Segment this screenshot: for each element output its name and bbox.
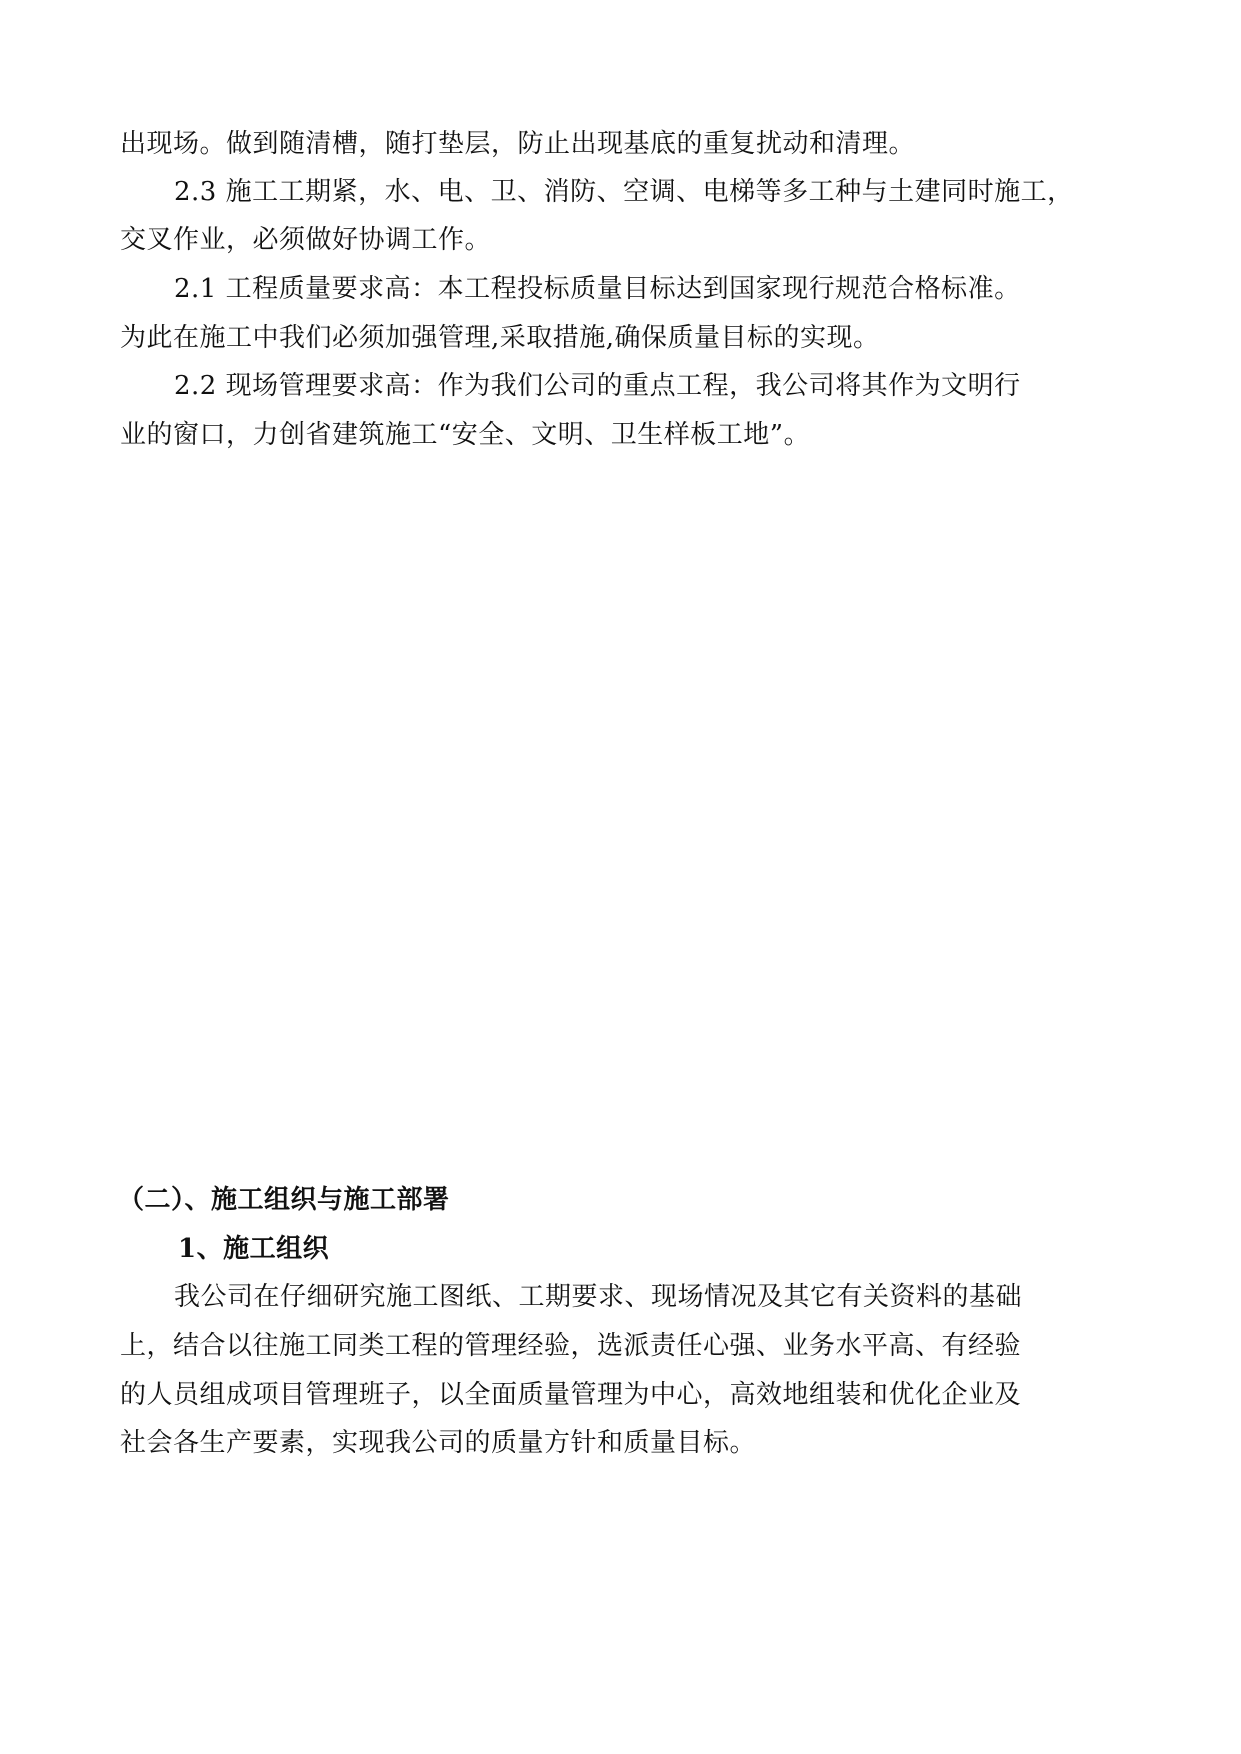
text-line: 交叉作业，必须做好协调工作。 [120, 225, 492, 255]
text-line: 的人员组成项目管理班子，以全面质量管理为中心，高效地组装和优化企业及 [120, 1380, 1022, 1410]
text-line: 为此在施工中我们必须加强管理,采取措施,确保质量目标的实现。 [120, 323, 880, 353]
section-title: （二）、施工组织与施工部署 [118, 1185, 450, 1215]
text-line: 业的窗口，力创省建筑施工“安全、文明、卫生样板工地”。 [120, 420, 811, 450]
text-line: 上，结合以往施工同类工程的管理经验，选派责任心强、业务水平高、有经验 [120, 1331, 1022, 1361]
text-line: 出现场。做到随清槽，随打垫层，防止出现基底的重复扰动和清理。 [120, 129, 916, 159]
text-line: 2.1 工程质量要求高：本工程投标质量目标达到国家现行规范合格标准。 [174, 274, 1021, 304]
text-line: 2.2 现场管理要求高：作为我们公司的重点工程，我公司将其作为文明行 [174, 371, 1021, 401]
text-line: 社会各生产要素，实现我公司的质量方针和质量目标。 [120, 1428, 757, 1458]
text-line: 2.3 施工工期紧，水、电、卫、消防、空调、电梯等多工种与土建同时施工， [174, 177, 1074, 207]
section-subtitle: 1、施工组织 [178, 1234, 330, 1264]
text-line: 我公司在仔细研究施工图纸、工期要求、现场情况及其它有关资料的基础 [174, 1282, 1023, 1312]
